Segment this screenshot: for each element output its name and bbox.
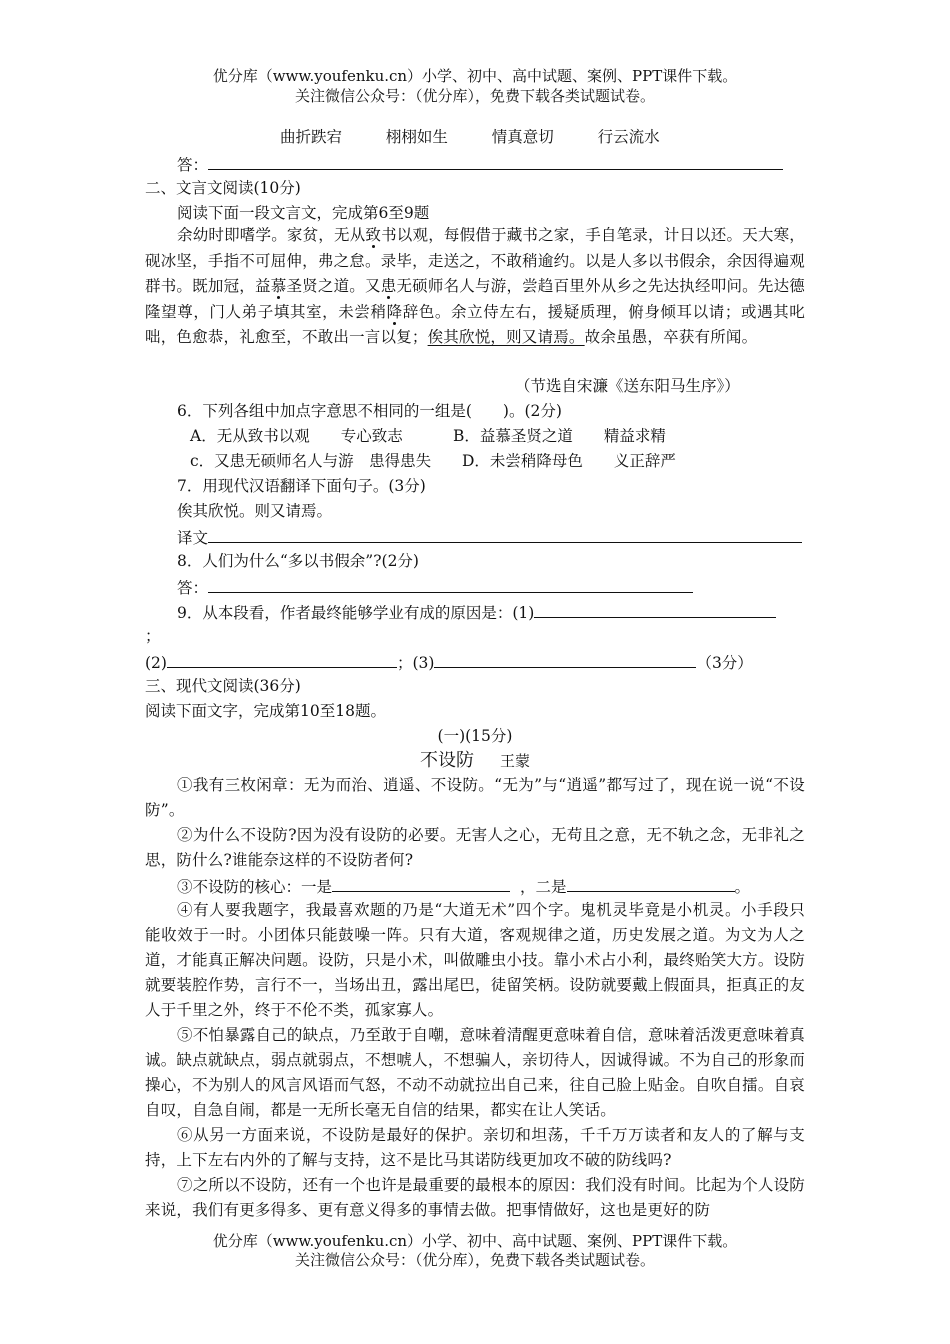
answer-blank[interactable] bbox=[208, 151, 783, 170]
essay-p5: ⑤不怕暴露自己的缺点，乃至敢于自嘲，意味着清醒更意味着自信，意味着活泼更意味着真诚。缺点就缺点，弱点就弱点，不想唬人，不想骗人，亲切待人，因诚得诚。不为自己的形象而操心，不为别人的风言风语而气怒，不动不动就拉出自己来，往自己脸上贴金。自吹自擂。自哀自叹，自急自闹，都是一无所长毫无自信的结果，都实在让人笑话。 bbox=[145, 1026, 806, 1119]
section2-intro: 阅读下面一段文言文，完成第6至9题 bbox=[177, 204, 430, 222]
dotted-char-jiang: 降 bbox=[386, 302, 403, 321]
q9-blank-3[interactable] bbox=[434, 649, 696, 668]
q9-line-2: (2) ；(3) （3分） bbox=[145, 649, 753, 675]
essay-p6: ⑥从另一方面来说，不设防是最好的保护。亲切和坦荡，千千万万读者和友人的了解与支持，上下左右内外的了解与支持，这不是比马其诺防线更加攻不破的防线吗? bbox=[145, 1126, 805, 1169]
q8-answer-line[interactable] bbox=[177, 574, 693, 600]
q8-answer-blank[interactable] bbox=[208, 574, 693, 593]
option-4: 行云流水 bbox=[597, 128, 660, 146]
answer-line[interactable] bbox=[177, 151, 783, 177]
q8-answer-label: 答： bbox=[177, 579, 209, 597]
p3-blank-1[interactable] bbox=[332, 873, 510, 892]
options-row bbox=[280, 125, 660, 149]
section2-title: 二、文言文阅读(10分) bbox=[145, 179, 301, 197]
q9-blank-1[interactable] bbox=[534, 599, 776, 618]
q7-answer-line[interactable] bbox=[177, 524, 802, 550]
essay-title: 不设防 bbox=[419, 750, 474, 771]
essay-p4: ④有人要我题字，我最喜欢题的乃是“大道无术”四个字。鬼机灵毕竟是小机灵。小手段只能收效于一时。小团体只能鼓噪一阵。只有大道，客观规律之道，历史发展之道。为文为人之道，才能真正解决问题。设防，只是小术，叫做雕虫小技。靠小术占小利，最终贻笑大方。设防就要装腔作势，言行不一，当场出丑，露出尾巴，徒留笑柄。设防就要戴上假面具，拒真正的友人于千里之外，终于不伦不类，孤家寡人。 bbox=[145, 901, 805, 1019]
q7-answer-label: 译文 bbox=[177, 529, 209, 547]
classical-passage: 余幼时即嗜学。家贫，无从致书以观，每假借于藏书之家，手自笔录，计日以还。天大寒，砚冰坚，手指不可屈伸，弗之怠。录毕，走送之，不敢稍逾约。以是人多以书假余，余因得遍观群书。既加冠，益慕圣贤之道。又患无硕师名人与游，尝趋百里外从乡之先达执经叩问。先达德隆望尊，门人弟子填其室，未尝稍降辞色。余立侍左右，援疑质理，俯身倾耳以请；或遇其叱咄，色愈恭，礼愈至，不敢出一言以复；俟其欣悦，则又请焉。故余虽愚，卒获有所闻。 bbox=[145, 226, 806, 346]
option-3: 情真意切 bbox=[491, 128, 554, 146]
section3-intro: 阅读下面文字，完成第10至18题。 bbox=[145, 702, 386, 720]
page-footer-line2: 关注微信公众号：（优分库），免费下载各类试题试卷。 bbox=[294, 1251, 655, 1269]
section3-title: 三、现代文阅读(36分) bbox=[145, 677, 301, 695]
dotted-char-mu: 慕 bbox=[270, 277, 287, 295]
q9-semicolon: ； bbox=[145, 627, 161, 645]
dotted-char-huan: 患 bbox=[380, 277, 397, 295]
dotted-char-zhi: 致 bbox=[365, 226, 382, 244]
passage-source: （节选自宋濂《送东阳马生序》） bbox=[515, 377, 740, 395]
essay-title-line bbox=[0, 748, 950, 774]
q9-text: 9．从本段看，作者最终能够学业有成的原因是：(1) bbox=[177, 604, 535, 622]
essay-p3: ③不设防的核心：一是 ，二是 。 bbox=[177, 873, 750, 899]
option-2: 栩栩如生 bbox=[385, 128, 448, 146]
q9-blank-2[interactable] bbox=[167, 649, 397, 668]
essay-p2: ②为什么不设防?因为没有设防的必要。无害人之心，无苟且之意，无不轨之念，无非礼之思，防什么?谁能奈这样的不设防者何? bbox=[145, 826, 805, 869]
essay-p1: ①我有三枚闲章：无为而治、逍遥、不设防。“无为”与“逍遥”都写过了，现在说一说“不设防”。 bbox=[145, 776, 805, 819]
question-6: 6．下列各组中加点字意思不相同的一组是( )。(2分) bbox=[177, 402, 562, 420]
q7-sentence: 俟其欣悦。则又请焉。 bbox=[177, 502, 333, 520]
answer-label: 答： bbox=[177, 156, 209, 174]
part-label: (一)(15分) bbox=[437, 727, 513, 745]
question-7: 7．用现代汉语翻译下面句子。(3分) bbox=[177, 477, 426, 495]
q6-option-a: A．无从致书以观 专心致志 bbox=[190, 427, 403, 445]
p3-blank-2[interactable] bbox=[567, 873, 735, 892]
question-9 bbox=[177, 599, 776, 625]
underlined-sentence: 俟其欣悦，则又请焉。 bbox=[427, 328, 585, 346]
option-1: 曲折跌宕 bbox=[280, 128, 343, 146]
question-8: 8．人们为什么“多以书假余”?(2分) bbox=[177, 552, 419, 570]
q6-option-c: c．又患无硕师名人与游 患得患失 bbox=[190, 452, 432, 470]
q7-answer-blank[interactable] bbox=[208, 524, 802, 543]
q6-option-d: D．未尝稍降母色 义正辞严 bbox=[462, 452, 676, 470]
essay-author: 王蒙 bbox=[499, 752, 530, 770]
page-header-line1: 优分库（www.youfenku.cn）小学、初中、高中试题、案例、PPT课件下载。 bbox=[212, 67, 738, 85]
essay-p7: ⑦之所以不设防，还有一个也许是最重要的最根本的原因：我们没有时间。比起为个人设防来说，我们有更多得多、更有意义得多的事情去做。把事情做好，这也是更好的防 bbox=[145, 1176, 806, 1219]
page-footer-line1: 优分库（www.youfenku.cn）小学、初中、高中试题、案例、PPT课件下载。 bbox=[212, 1232, 738, 1250]
q6-option-b: B．益慕圣贤之道 精益求精 bbox=[453, 427, 666, 445]
page-header-line2: 关注微信公众号：（优分库），免费下载各类试题试卷。 bbox=[294, 87, 655, 105]
